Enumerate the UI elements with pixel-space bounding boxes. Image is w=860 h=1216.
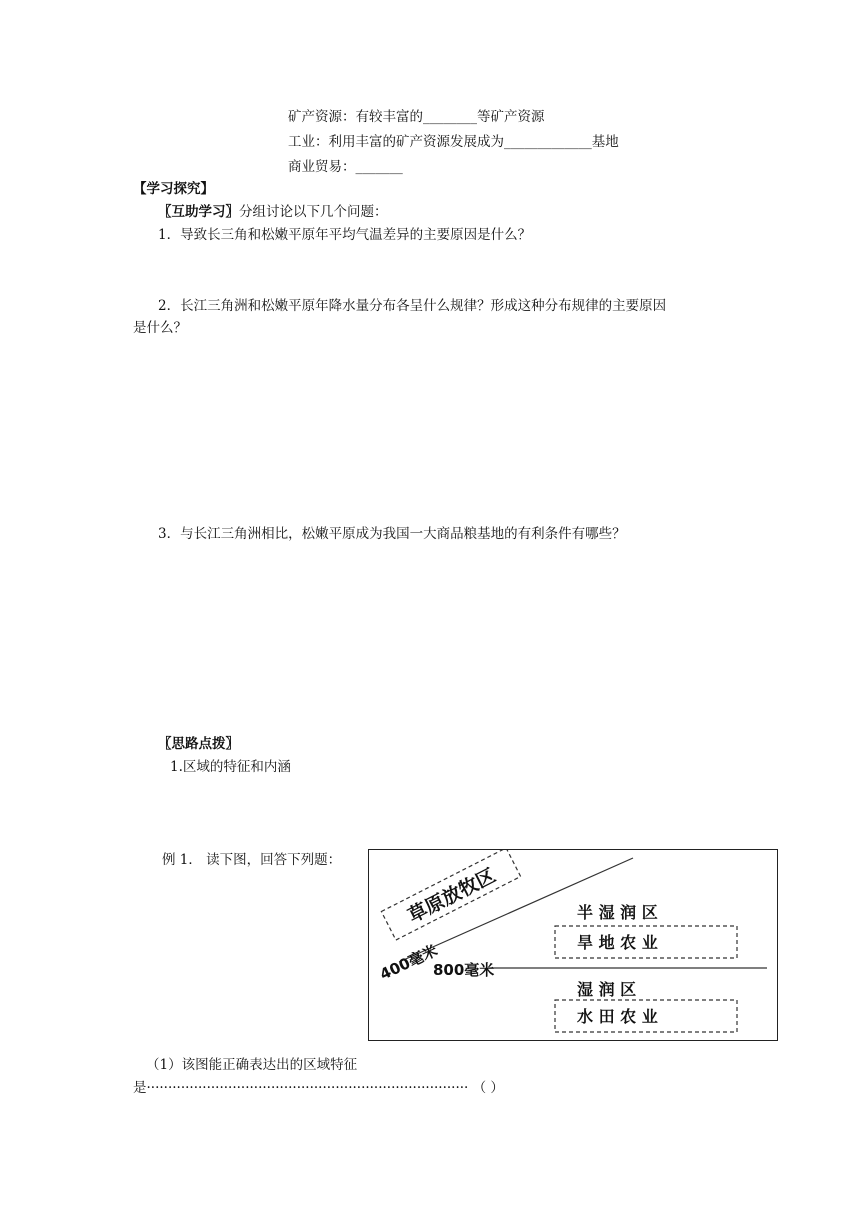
isohyet-800-label: 800毫米: [433, 961, 495, 979]
mutual-study-label: 〖互助学习〗: [158, 204, 239, 220]
sub-question-1-line-2: 是··········································································· （ ）: [133, 1080, 504, 1096]
region-diagram: [368, 849, 778, 1041]
grassland-label: 草原放牧区: [404, 864, 500, 928]
dry-farming-label: 旱 地 农 业: [577, 933, 658, 952]
hint-label: 〖思路点拨〗: [158, 736, 239, 752]
mineral-resources-line: 矿产资源：有较丰富的________等矿产资源: [288, 109, 545, 125]
trade-line: 商业贸易：_______: [288, 159, 403, 175]
paddy-label: 水 田 农 业: [577, 1007, 658, 1026]
question-2-line-1: 2．长江三角洲和松嫩平原年降水量分布各呈什么规律？形成这种分布规律的主要原因: [158, 298, 667, 314]
question-3: 3．与长江三角洲相比，松嫩平原成为我国一大商品粮基地的有利条件有哪些？: [158, 526, 626, 542]
semi-humid-label: 半 湿 润 区: [577, 903, 658, 922]
industry-line: 工业：利用丰富的矿产资源发展成为_____________基地: [288, 134, 619, 150]
sub-question-1-line-1: （1）该图能正确表达出的区域特征: [146, 1057, 358, 1073]
section-title: 【学习探究】: [133, 181, 214, 197]
question-2-line-2: 是什么？: [133, 320, 187, 336]
hint-item-1: 1.区域的特征和内涵: [170, 759, 291, 775]
question-1: 1．导致长三角和松嫩平原年平均气温差异的主要原因是什么？: [158, 227, 532, 243]
example-1-intro: 例 1． 读下图，回答下列题：: [162, 852, 342, 868]
isohyet-400-label: 400毫米: [377, 941, 441, 984]
humid-label: 湿 润 区: [577, 980, 637, 999]
mutual-study-line: [158, 203, 388, 221]
mutual-study-text: 分组讨论以下几个问题：: [239, 204, 388, 220]
